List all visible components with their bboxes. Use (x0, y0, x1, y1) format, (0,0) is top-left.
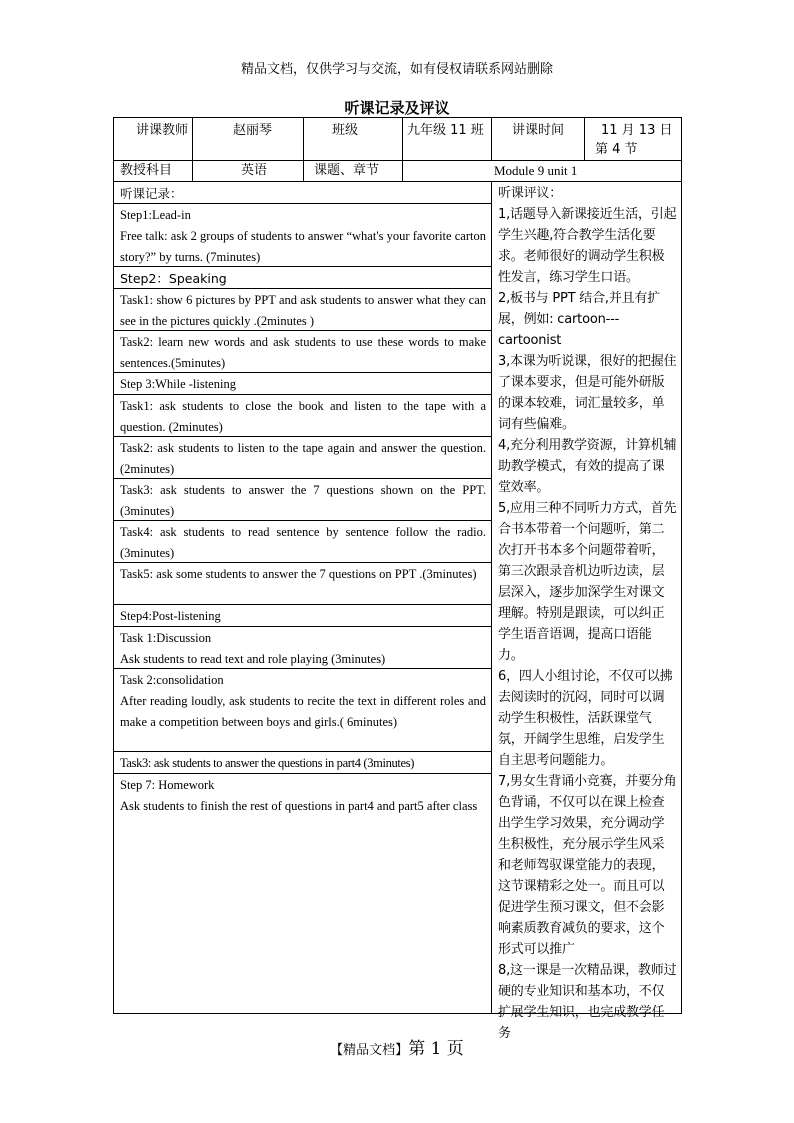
page-title: 听课记录及评议 (344, 99, 450, 117)
review-item-7: 7,男女生背诵小竞赛，并要分角色背诵，不仅可以在课上检查出学生学习效果，充分调动学生积极性，充分展示学生风采和老师驾驭课堂能力的表现，这节课精彩之处一。而且可以促进学生预习课文，但不会影响素质教育减负的要求，这个形式可以推广 (498, 774, 677, 957)
page-footer (0, 1034, 794, 1059)
review-heading: 听课评议： (498, 186, 563, 201)
log-row-lead-in: Step1:Lead-in Free talk: ask 2 groups of students to answer “what's your favorite carton story?” by turns. (7minutes) (120, 208, 486, 264)
log-row-step3-task5: Task5: ask some students to answer the 7 questions on PPT .(3minutes) (120, 567, 477, 581)
class-label: 班级 (332, 123, 359, 138)
log-row-homework: Step 7: Homework Ask students to finish the rest of questions in part4 and part5 after class (120, 778, 478, 813)
topic-value: Module 9 unit 1 (494, 163, 578, 178)
time-value (585, 118, 682, 160)
log-row-step3-task2: Task2: ask students to listen to the tape again and answer the question. (2minutes) (120, 441, 486, 476)
log-row-step3: Step 3:While -listening (120, 377, 236, 391)
observation-table (113, 117, 682, 1041)
review-item-5: 5,应用三种不同听力方式，首先合书本带着一个问题听，第二次打开书本多个问题带着听，第三次跟录音机边听边读，层层深入，逐步加深学生对课文理解。特别是跟读，可以纠正学生语音语调，提高口语能力。 (498, 501, 677, 663)
review-item-4: 4,充分利用教学资源，计算机辅助教学模式，有效的提高了课堂效率。 (498, 438, 677, 495)
log-row-step3-task3: Task3: ask students to answer the 7 questions shown on the PPT. (3minutes) (120, 483, 486, 518)
log-row-step2-task2: Task2: learn new words and ask students to use these words to make sentences.(5minutes) (120, 335, 486, 370)
log-row-step2: Step2：Speaking (120, 271, 227, 286)
class-value: 九年级 11 班 (407, 123, 484, 138)
time-label: 讲课时间 (512, 123, 565, 138)
log-row-step3-task1: Task1: ask students to close the book and listen to the tape with a question. (2minutes) (120, 399, 486, 434)
subject-label: 教授科目 (120, 163, 173, 178)
log-heading: 听课记录： (120, 186, 183, 201)
log-row-step4-task1: Task 1:Discussion Ask students to read text and role playing (3minutes) (120, 631, 386, 666)
time-value-date: 11 月 13 日 (601, 123, 673, 138)
footer-tag: 【精品文档】 (330, 1043, 409, 1058)
page-number: 第 1 页 (408, 1039, 464, 1059)
review-item-8: 8,这一课是一次精品课，教师过硬的专业知识和基本功，不仅扩展学生知识，也完成教学任务 (498, 963, 677, 1041)
time-value-period: 第 4 节 (595, 142, 638, 157)
log-row-step4: Step4:Post-listening (120, 609, 221, 623)
review-item-2: 2,板书与 PPT 结合,并且有扩展，例如: cartoon---cartoonist (498, 291, 661, 348)
subject-value: 英语 (241, 163, 268, 178)
log-row-step3-task4: Task4: ask students to read sentence by sentence follow the radio. (3minutes) (120, 525, 486, 560)
review-column (493, 182, 681, 1044)
header-watermark: 精品文档，仅供学习与交流，如有侵权请联系网站删除 (240, 62, 553, 77)
log-row-step4-task2: Task 2:consolidation After reading loudly, ask students to recite the text in different roles and make a competition between boys and girls.( 6minutes) (120, 673, 486, 729)
log-row-step2-task1: Task1: show 6 pictures by PPT and ask students to answer what they can see in the pictures quickly .(2minutes ) (120, 293, 486, 328)
review-item-6: 6，四人小组讨论，不仅可以拂去阅读时的沉闷，同时可以调动学生积极性，活跃课堂气氛，开阔学生思维，启发学生自主思考问题能力。 (498, 669, 673, 768)
teacher-label: 讲课教师 (136, 123, 189, 138)
teacher-value: 赵丽琴 (233, 123, 273, 138)
review-item-3: 3,本课为听说课，很好的把握住了课本要求，但是可能外研版的课本较难，词汇量较多，单词有些偏难。 (498, 354, 677, 432)
topic-label: 课题、章节 (314, 163, 380, 178)
log-row-step4-task3: Task3: ask students to answer the questions in part4 (3minutes) (120, 756, 415, 770)
review-item-1: 1,话题导入新课接近生活，引起学生兴趣,符合教学生活化要求。老师很好的调动学生积极性发言，练习学生口语。 (498, 207, 677, 285)
